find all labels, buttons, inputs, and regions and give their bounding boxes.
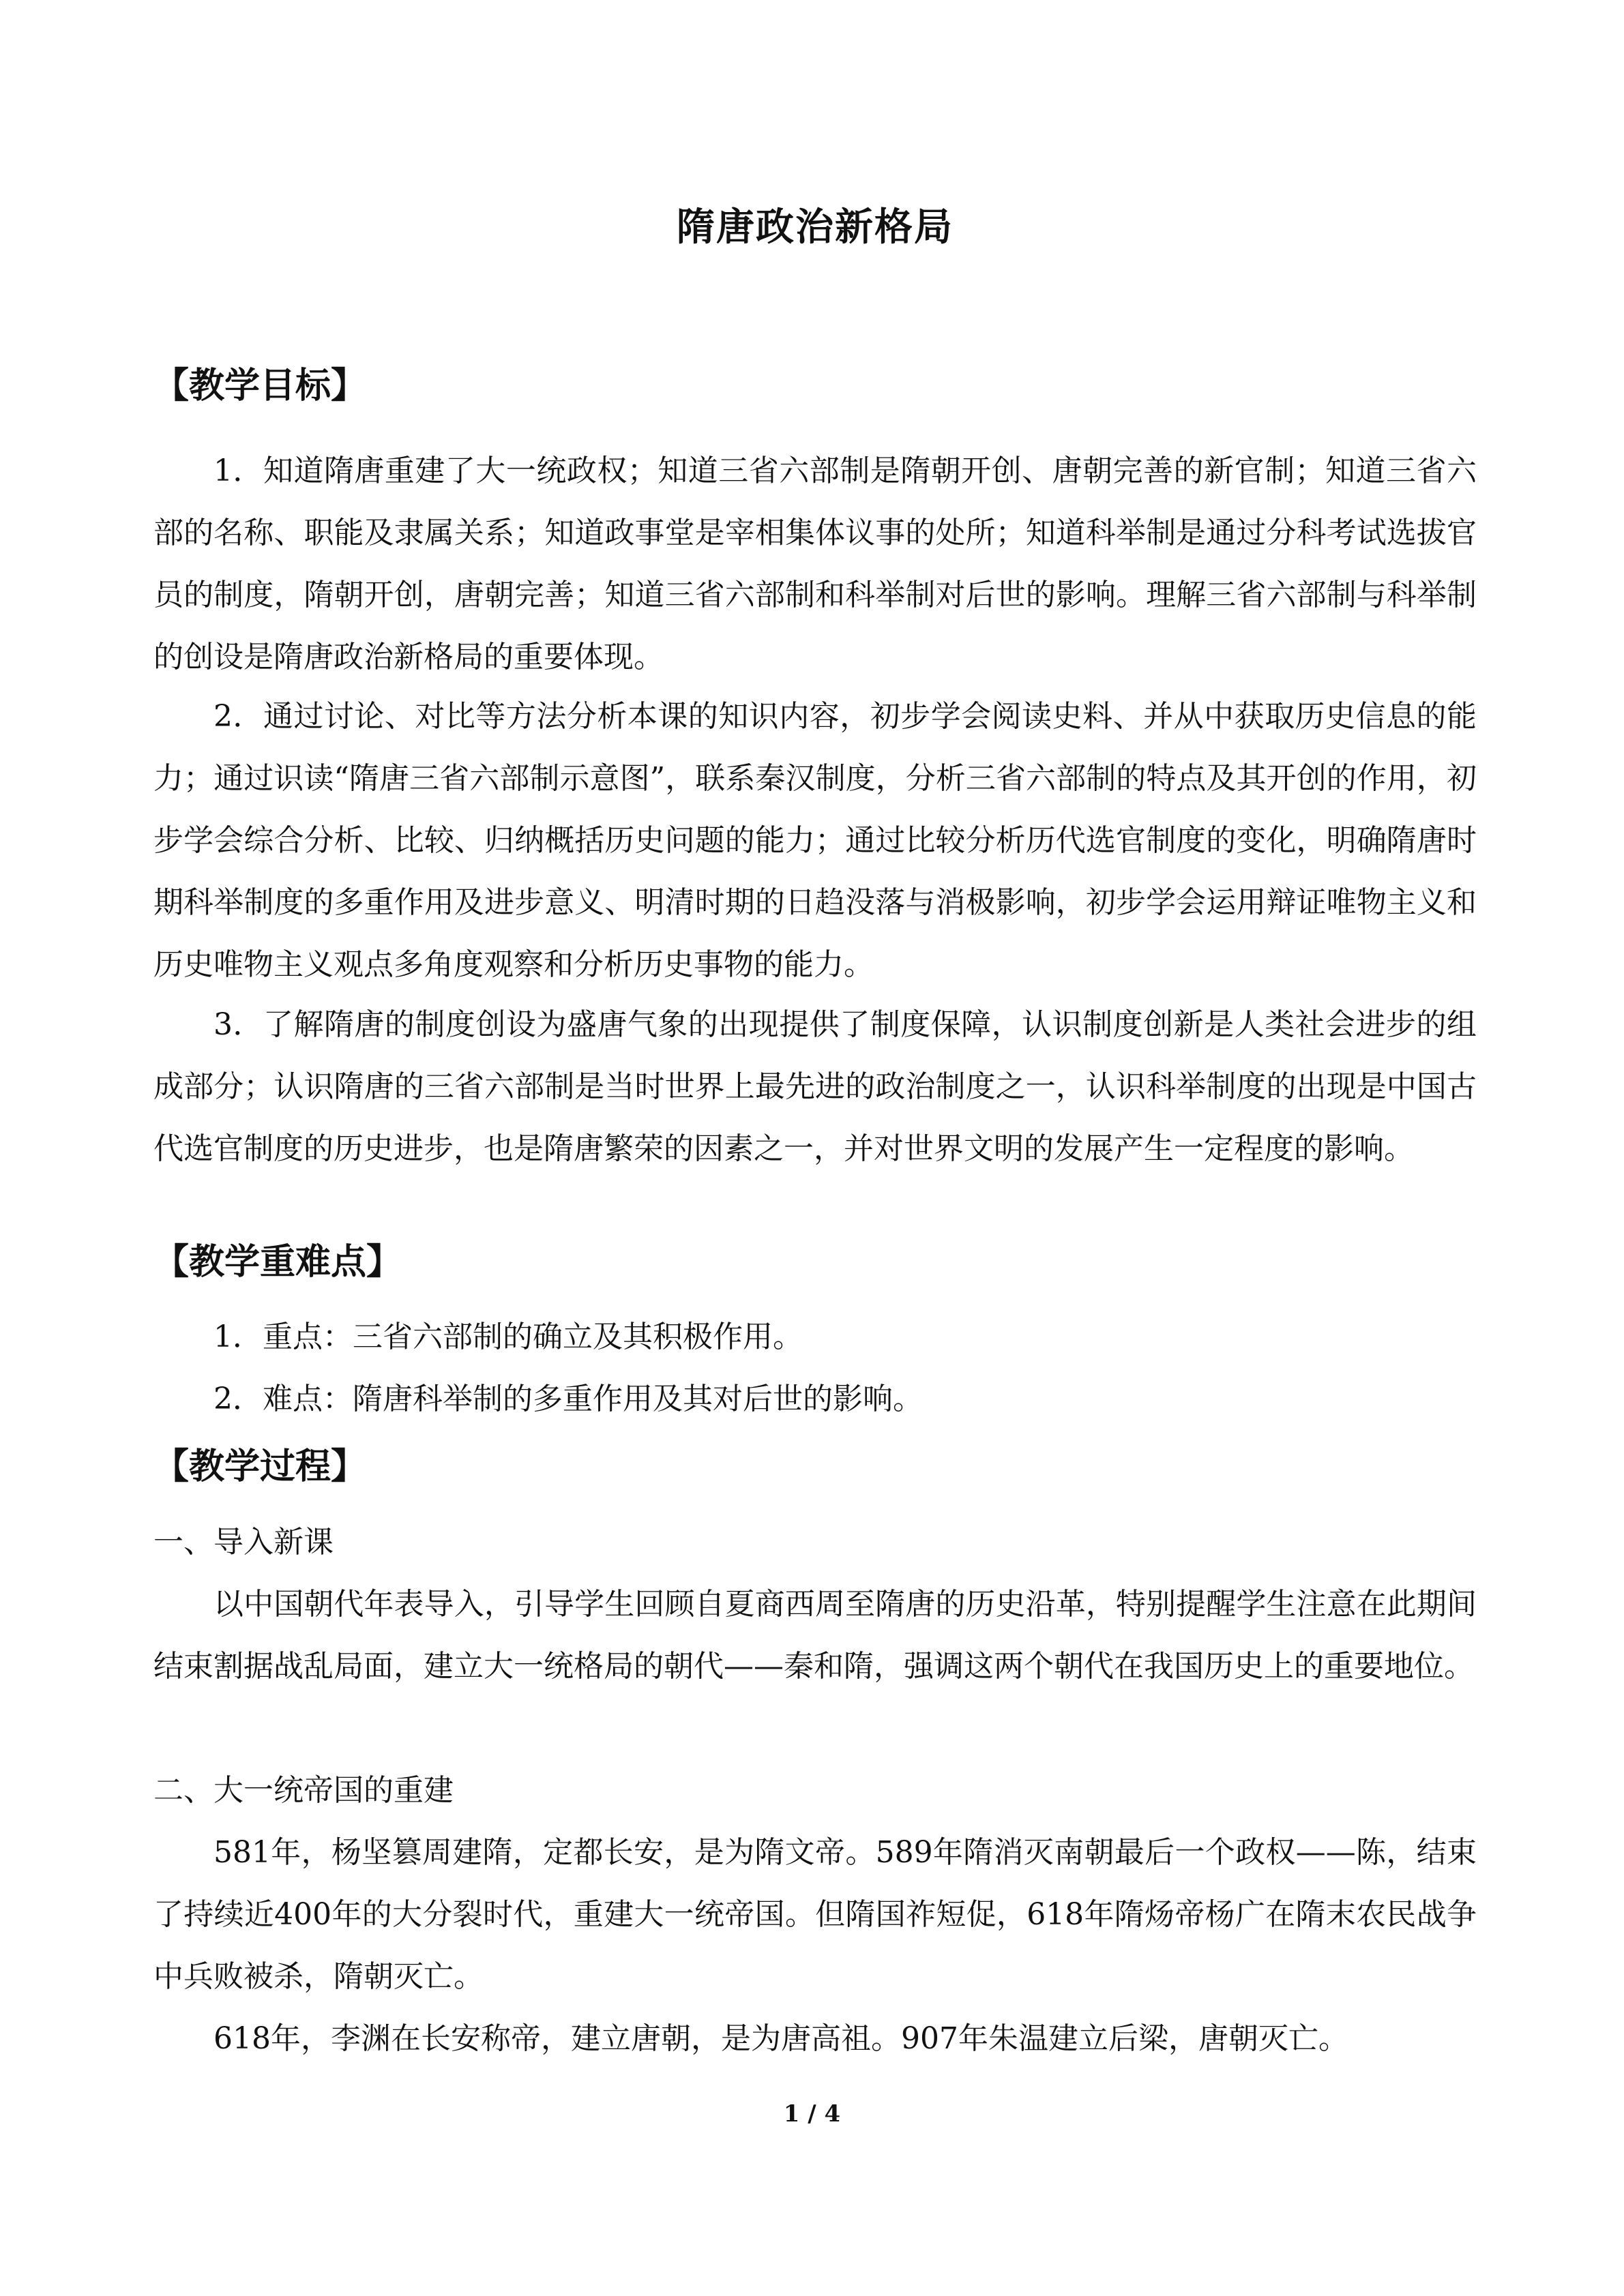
objective-item-2: 2．通过讨论、对比等方法分析本课的知识内容，初步学会阅读史料、并从中获取历史信息的能力；通过识读“隋唐三省六部制示意图”，联系秦汉制度，分析三省六部制的特点及其开创的作用，初步学会综合分析、比较、归纳概括历史问题的能力；通过比较分析历代选官制度的变化，明确隋唐时期科举制度的多重作用及进步意义、明清时期的日趋没落与消极影响，初步学会运用辩证唯物主义和历史唯物主义观点多角度观察和分析历史事物的能力。: [153, 699, 1477, 982]
process-part1-text: 以中国朝代年表导入，引导学生回顾自夏商西周至隋唐的历史沿革，特别提醒学生注意在此期间结束割据战乱局面，建立大一统格局的朝代——秦和隋，强调这两个朝代在我国历史上的重要地位。: [153, 1587, 1477, 1684]
key-point-item-2: 2．难点：隋唐科举制的多重作用及其对后世的影响。: [213, 1382, 923, 1416]
key-point-item-1: 1．重点：三省六部制的确立及其积极作用。: [213, 1320, 803, 1354]
process-heading: 【教学过程】: [153, 1446, 367, 1487]
objective-item-1: 1．知道隋唐重建了大一统政权；知道三省六部制是隋朝开创、唐朝完善的新官制；知道三省六部的名称、职能及隶属关系；知道政事堂是宰相集体议事的处所；知道科举制是通过分科考试选拔官员的制度，隋朝开创，唐朝完善；知道三省六部制和科举制对后世的影响。理解三省六部制与科举制的创设是隋唐政治新格局的重要体现。: [153, 453, 1477, 674]
process-part1-title: 一、导入新课: [153, 1525, 334, 1560]
process-part2-title: 二、大一统帝国的重建: [153, 1773, 454, 1808]
process-part2-text1: 581年，杨坚篡周建隋，定都长安，是为隋文帝。589年隋消灭南朝最后一个政权——陈，结束了持续近400年的大分裂时代，重建大一统帝国。但隋国祚短促，618年隋炀帝杨广在隋末农民战争中兵败被杀，隋朝灭亡。: [153, 1835, 1477, 1994]
process-part2-text2: 618年，李渊在长安称帝，建立唐朝，是为唐高祖。907年朱温建立后梁，唐朝灭亡。: [213, 2021, 1348, 2056]
page-title: 隋唐政治新格局: [677, 205, 954, 250]
page-number: 1 / 4: [783, 2100, 841, 2128]
key-points-heading: 【教学重难点】: [153, 1242, 402, 1283]
objectives-heading: 【教学目标】: [153, 366, 367, 406]
objective-item-3: 3．了解隋唐的制度创设为盛唐气象的出现提供了制度保障，认识制度创新是人类社会进步的组成部分；认识隋唐的三省六部制是当时世界上最先进的政治制度之一，认识科举制度的出现是中国古代选官制度的历史进步，也是隋唐繁荣的因素之一，并对世界文明的发展产生一定程度的影响。: [153, 1007, 1477, 1166]
